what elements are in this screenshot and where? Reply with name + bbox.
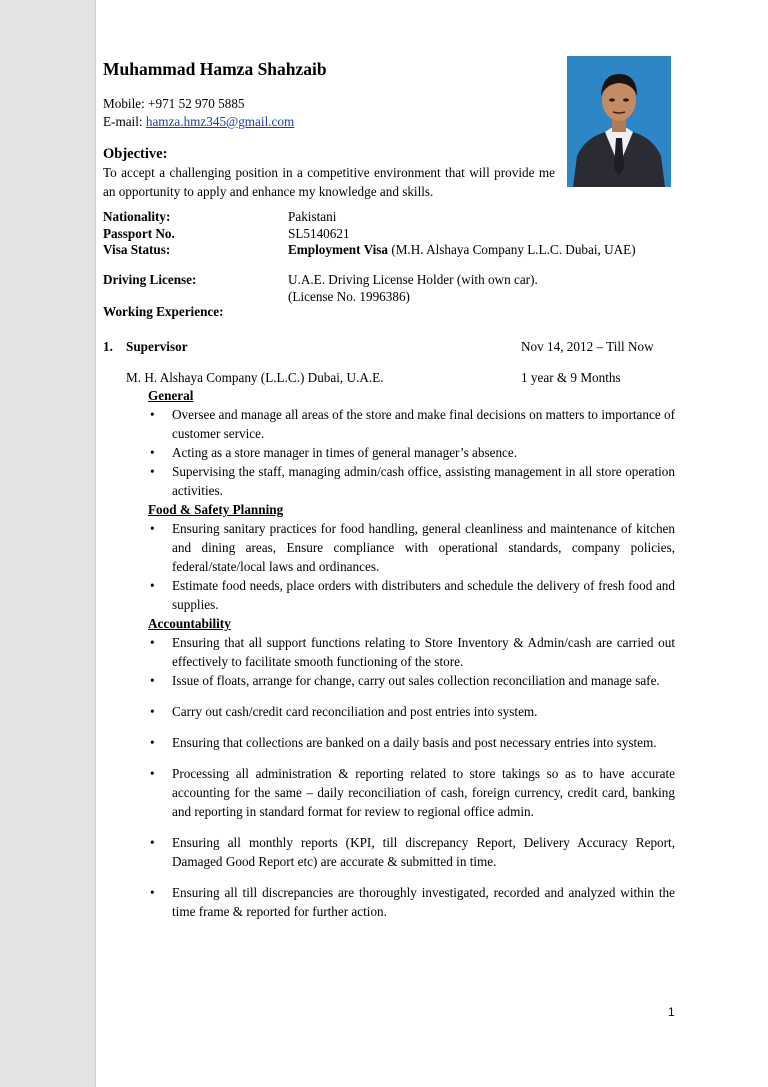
profile-photo	[567, 56, 671, 187]
nationality-value: Pakistani	[288, 209, 337, 224]
experience-heading: Working Experience:	[103, 304, 224, 319]
list-item: • Oversee and manage all areas of the store and make final decisions on matters to importance of customer service.	[148, 405, 675, 443]
accountability-heading: Accountability	[148, 616, 231, 631]
visa-sponsor: (M.H. Alshaya Company L.L.C. Dubai, UAE)	[388, 242, 636, 257]
objective-text: To accept a challenging position in a competitive environment that will provide me an opportunity to apply and enhance my knowledge and skills.	[103, 165, 555, 199]
mobile-line: Mobile: +971 52 970 5885	[103, 96, 245, 111]
list-item: • Ensuring all monthly reports (KPI, till discrepancy Report, Delivery Accuracy Report, Damaged Good Report etc) are accurate & submitted in time.	[148, 833, 675, 871]
list-item: • Carry out cash/credit card reconciliation and post entries into system.	[148, 702, 675, 721]
visa-label: Visa Status:	[103, 242, 171, 257]
job-number: 1.	[103, 339, 113, 354]
job-dates: Nov 14, 2012 – Till Now	[521, 339, 654, 354]
objective-heading: Objective:	[103, 146, 168, 162]
passport-value: SL5140621	[288, 226, 350, 241]
job-duration: 1 year & 9 Months	[521, 370, 621, 385]
company-name: M. H. Alshaya Company (L.L.C.) Dubai, U.A.E.	[126, 370, 384, 385]
candidate-name: Muhammad Hamza Shahzaib	[103, 59, 327, 79]
general-heading: General	[148, 388, 194, 403]
list-item: • Acting as a store manager in times of general manager’s absence.	[148, 443, 675, 462]
list-item: • Ensuring sanitary practices for food handling, general cleanliness and maintenance of kitchen and dining areas, Ensure compliance with operational standards, company policies, federal/state/local laws and ordinances.	[148, 519, 675, 576]
list-item: • Supervising the staff, managing admin/cash office, assisting management in all store operation activities.	[148, 462, 675, 500]
email-link[interactable]: hamza.hmz345@gmail.com	[145, 114, 295, 129]
driving-label: Driving License:	[103, 272, 197, 287]
license-number: (License No. 1996386)	[288, 289, 410, 304]
visa-type: Employment Visa	[288, 242, 389, 257]
responsibilities	[148, 386, 675, 921]
driving-value: U.A.E. Driving License Holder (with own car).	[288, 272, 538, 287]
nationality-label: Nationality:	[103, 209, 171, 224]
page-number: 1	[668, 1005, 675, 1019]
food-safety-heading: Food & Safety Planning	[148, 502, 284, 517]
page-gutter	[0, 0, 96, 1087]
visa-value	[288, 240, 636, 259]
list-item: • Ensuring that all support functions relating to Store Inventory & Admin/cash are carried out effectively to facilitate smooth functioning of the store.	[148, 633, 675, 671]
list-item: • Ensuring all till discrepancies are thoroughly investigated, recorded and analyzed within the time frame & reported for further action.	[148, 883, 675, 921]
list-item: • Processing all administration & reporting related to store takings so as to have accurate accounting for the same – daily reconciliation of cash, foreign currency, credit card, banking and reporting in standard format for review to regional office admin.	[148, 764, 675, 821]
list-item: • Issue of floats, arrange for change, carry out sales collection reconciliation and manage safe.	[148, 671, 675, 690]
email-line	[103, 112, 294, 131]
list-item: • Ensuring that collections are banked on a daily basis and post necessary entries into system.	[148, 733, 675, 752]
email-label: E-mail:	[103, 114, 146, 129]
job-title: Supervisor	[126, 339, 188, 354]
list-item: • Estimate food needs, place orders with distributers and schedule the delivery of fresh food and supplies.	[148, 576, 675, 614]
passport-label: Passport No.	[103, 226, 175, 241]
